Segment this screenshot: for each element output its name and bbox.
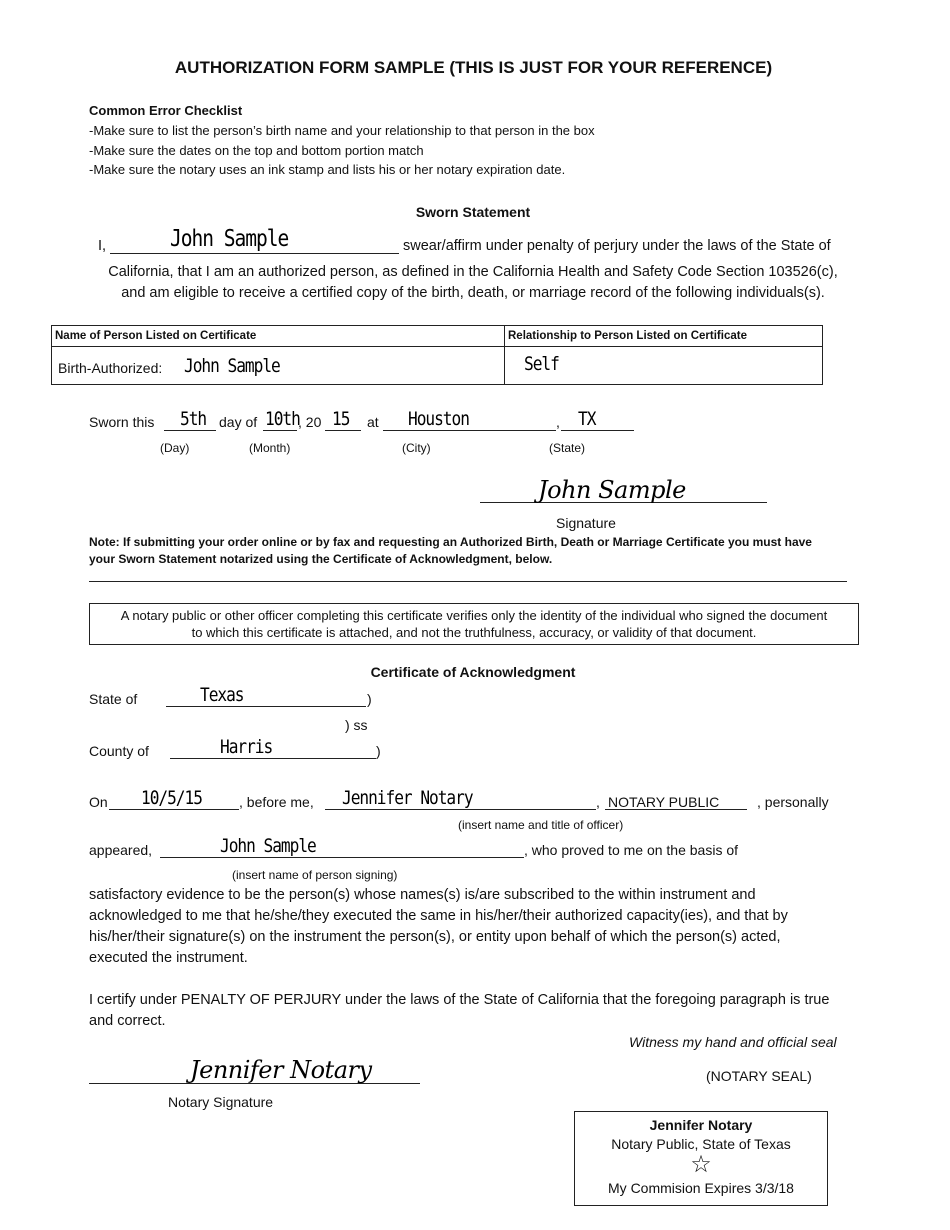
state-of-value: Texas — [200, 684, 244, 706]
county-of-label: County of — [89, 743, 149, 759]
ack-date-line — [109, 809, 239, 810]
month-hint: (Month) — [249, 441, 291, 455]
state-line — [561, 430, 634, 431]
proved-label: , who proved to me on the basis of — [524, 842, 739, 858]
county-of-value: Harris — [220, 736, 273, 758]
city-line — [383, 430, 556, 431]
seal-title: Notary Public, State of Texas — [611, 1136, 791, 1152]
sworn-city: Houston — [408, 408, 469, 430]
sworn-prefix: I, — [98, 238, 107, 254]
notice-line2: to which this certificate is attached, and not the truthfulness, accuracy, or validity of that document. — [191, 625, 757, 640]
person-signing-line — [160, 857, 524, 858]
sworn-month: 10th — [265, 408, 300, 430]
note-line2: your Sworn Statement notarized using the Certificate of Acknowledgment, below. — [89, 552, 553, 566]
certify-statement: I certify under PENALTY OF PERJURY under the laws of the State of California that the foregoing paragraph is true and correct. — [89, 992, 830, 1029]
table-header-divider — [51, 346, 823, 347]
applicant-signature: John Sample — [538, 476, 686, 504]
acknowledgment-body: satisfactory evidence to be the person(s) whose names(s) is/are subscribed to the within instrument and acknowledged to me that he/she/they executed the same in his/her/their authorized capacity(ies), and that by his/her/their signature(s) on the instrument the person(s), or entity upon behalf of which the person(s) acted, executed the instrument. — [89, 887, 788, 966]
checklist-item: -Make sure to list the person’s birth name and your relationship to that person in the box — [89, 123, 595, 138]
section-divider — [89, 581, 847, 582]
sworn-line2: California, that I am an authorized person, as defined in the California Health and Safety Code Section 103526(c), — [108, 264, 838, 280]
note-line1: Note: If submitting your order online or by fax and requesting an Authorized Birth, Death or Marriage Certificate you must have — [89, 535, 812, 549]
sworn-day: 5th — [180, 408, 207, 430]
checklist-heading: Common Error Checklist — [89, 103, 243, 118]
page-title: AUTHORIZATION FORM SAMPLE (THIS IS JUST FOR YOUR REFERENCE) — [174, 58, 773, 77]
personally-label: , personally — [757, 794, 829, 810]
table-relationship: Self — [524, 353, 559, 375]
sworn-year: 15 — [332, 408, 350, 430]
table-col1-header: Name of Person Listed on Certificate — [55, 330, 257, 342]
state-paren: ) — [367, 691, 372, 707]
officer-comma: , — [596, 794, 600, 810]
witness-label: Witness my hand and official seal — [629, 1034, 837, 1050]
table-person-name: John Sample — [184, 355, 280, 377]
sworn-state: TX — [578, 408, 596, 430]
day-line — [164, 430, 216, 431]
sworn-name-line — [110, 253, 399, 254]
at-label: at — [367, 414, 379, 430]
comma-20-label: , 20 — [298, 414, 322, 430]
state-hint: (State) — [549, 441, 586, 455]
city-hint: (City) — [402, 441, 431, 455]
acknowledgment-heading: Certificate of Acknowledgment — [370, 664, 576, 680]
checklist-item: -Make sure the dates on the top and bottom portion match — [89, 143, 424, 158]
sworn-line3: and am eligible to receive a certified copy of the birth, death, or marriage record of the following individuals(s). — [121, 285, 825, 301]
star-icon: ☆ — [690, 1150, 712, 1178]
officer-title: NOTARY PUBLIC — [608, 794, 720, 810]
person-hint: (insert name of person signing) — [232, 868, 398, 882]
seal-expiration: My Commision Expires 3/3/18 — [608, 1180, 794, 1196]
city-state-comma: , — [556, 414, 560, 430]
table-row-label: Birth-Authorized: — [58, 360, 163, 376]
notary-signature: Jennifer Notary — [190, 1056, 372, 1084]
officer-name-line — [325, 809, 596, 810]
signature-label: Signature — [556, 515, 616, 531]
day-hint: (Day) — [160, 441, 190, 455]
sworn-line1-suffix: swear/affirm under penalty of perjury under the laws of the State of — [403, 238, 831, 254]
county-of-line — [170, 758, 376, 759]
ack-date: 10/5/15 — [141, 787, 202, 809]
appeared-label: appeared, — [89, 842, 153, 858]
notary-signature-label: Notary Signature — [168, 1094, 274, 1110]
year-line — [325, 430, 361, 431]
sworn-name: John Sample — [170, 226, 289, 252]
notice-line1: A notary public or other officer completing this certificate verifies only the identity of the individual who signed the document — [120, 608, 828, 623]
seal-name: Jennifer Notary — [649, 1117, 753, 1133]
notary-seal-label: (NOTARY SEAL) — [706, 1068, 812, 1084]
ss-label: ) ss — [345, 717, 368, 733]
month-line — [263, 430, 297, 431]
day-of-label: day of — [219, 414, 258, 430]
sworn-statement-heading: Sworn Statement — [415, 204, 531, 220]
sworn-this-label: Sworn this — [89, 414, 155, 430]
on-label: On — [89, 794, 108, 810]
officer-hint: (insert name and title of officer) — [458, 818, 624, 832]
person-signing: John Sample — [220, 835, 316, 857]
officer-name: Jennifer Notary — [342, 787, 473, 809]
state-of-label: State of — [89, 691, 138, 707]
table-col2-header: Relationship to Person Listed on Certificate — [508, 330, 747, 342]
before-me-label: , before me, — [239, 794, 314, 810]
table-column-divider — [504, 325, 505, 385]
checklist-item: -Make sure the notary uses an ink stamp and lists his or her notary expiration date. — [89, 162, 566, 177]
county-paren: ) — [376, 743, 381, 759]
state-of-line — [166, 706, 366, 707]
